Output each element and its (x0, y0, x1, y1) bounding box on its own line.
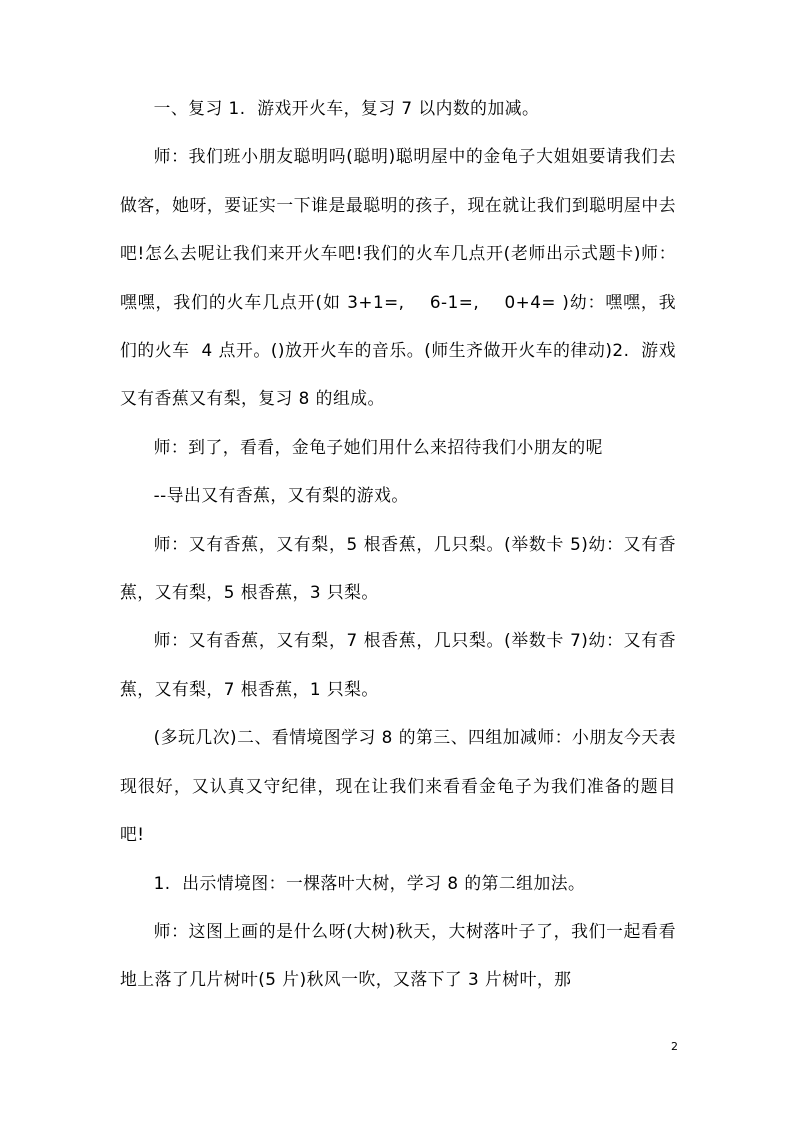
paragraph-banana-7: 师：又有香蕉，又有梨，7 根香蕉，几只梨。(举数卡 7)幼：又有香蕉，又有梨，7 根香蕉，1 只梨。 (120, 630, 676, 699)
paragraph-tree-dialogue: 师：这图上画的是什么呀(大树)秋天，大树落叶子了，我们一起看看地上落了几片树叶(5 片)秋风一吹，又落下了 3 片树叶，那 (120, 920, 676, 990)
paragraph-review-heading: 一、复习 1. 游戏开火车，复习 7 以内数的加减。 (153, 98, 540, 118)
paragraph-scene-picture: 1. 出示情境图：一棵落叶大树，学习 8 的第二组加法。 (153, 872, 586, 893)
paragraph-arrived: 师：到了，看看，金龟子她们用什么来招待我们小朋友的呢 (153, 436, 603, 457)
paragraph-section-two: (多玩几次)二、看情境图学习 8 的第三、四组加减师：小朋友今天表现很好，又认真又守纪律，现在让我们来看看金龟子为我们准备的题目吧! (120, 727, 676, 845)
paragraph-lead-in: --导出又有香蕉，又有梨的游戏。 (153, 485, 409, 506)
paragraph-train-game: 师：我们班小朋友聪明吗(聪明)聪明屋中的金龟子大姐姐要请我们去做客，她呀，要证实一下谁是最聪明的孩子，现在就让我们到聪明屋中去吧!怎么去呢让我们来开火车吧!我们的火车几点开(老师出示式题卡)师：嘿嘿，我们的火车几点开(如 3+1=, 6-1=, 0+4= )幼：嘿嘿，我们的火车 4 点开。()放开火车的音乐。(师生齐做开火车的律动)2. 游戏又有香蕉又有梨，复习 8 的组成。 (120, 146, 676, 409)
page-number: 2 (671, 1040, 678, 1053)
paragraph-banana-5: 师：又有香蕉，又有梨，5 根香蕉，几只梨。(举数卡 5)幼：又有香蕉，又有梨，5 根香蕉，3 只梨。 (120, 533, 676, 603)
document-body (120, 84, 676, 1004)
